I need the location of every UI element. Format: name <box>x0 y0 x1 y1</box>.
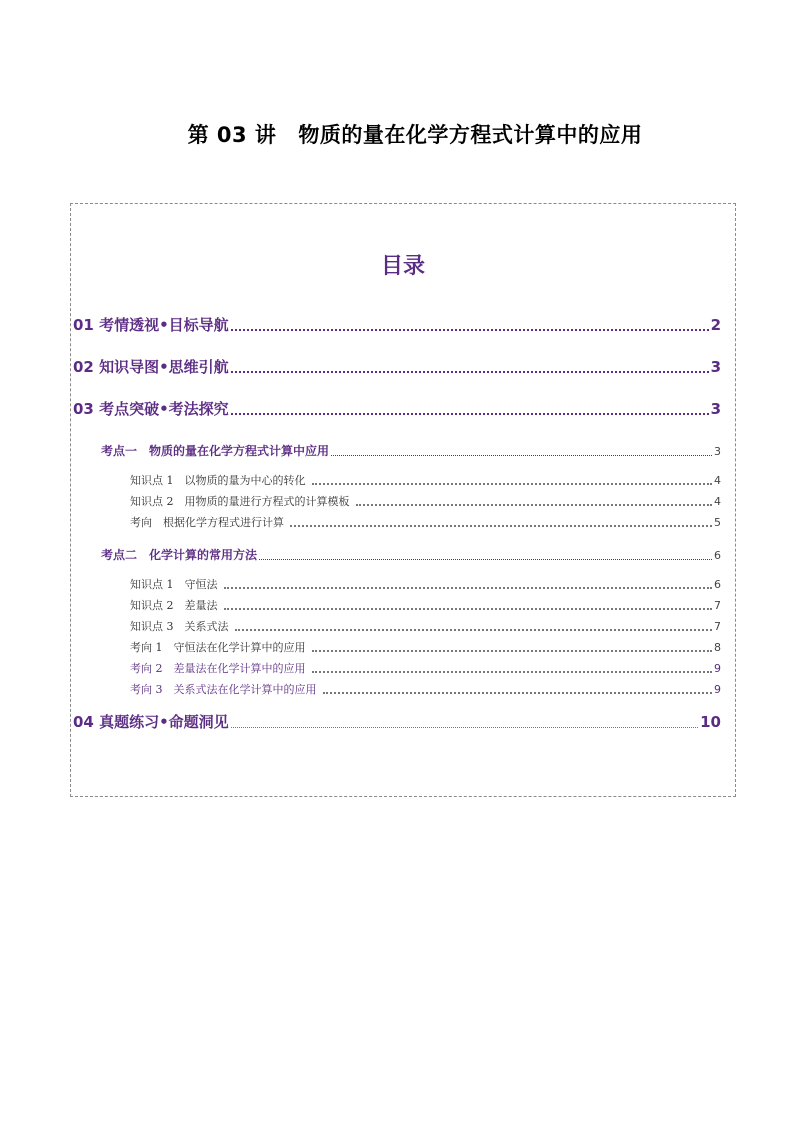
toc-point-2[interactable] <box>101 546 721 563</box>
toc-item-label: 考向 1 守恒法在化学计算中的应用 <box>130 641 306 654</box>
dot-leader <box>356 504 713 506</box>
page-title <box>0 119 794 149</box>
dot-leader <box>290 525 712 527</box>
toc-item-label: 考向 3 关系式法在化学计算中的应用 <box>130 683 317 696</box>
toc-page-number: 3 <box>710 358 721 376</box>
toc-page-number: 6 <box>714 549 721 562</box>
toc-item[interactable] <box>130 514 721 530</box>
dot-leader <box>231 329 709 331</box>
toc-item-label: 知识点 2 用物质的量进行方程式的计算模板 <box>130 495 350 508</box>
dot-leader <box>312 671 713 673</box>
toc-item[interactable] <box>130 639 721 655</box>
toc-page-number: 3 <box>714 445 721 458</box>
toc-item-label: 考向 2 差量法在化学计算中的应用 <box>130 662 306 675</box>
dot-leader <box>231 413 709 415</box>
dot-leader <box>224 587 713 589</box>
toc-page-number: 4 <box>714 495 721 508</box>
toc-page-number: 7 <box>714 599 721 612</box>
toc-item[interactable] <box>130 681 721 697</box>
toc-page-number: 10 <box>700 713 721 731</box>
toc-item-label: 知识点 1 守恒法 <box>130 578 218 591</box>
toc-section-04[interactable] <box>73 711 721 732</box>
toc-box <box>70 203 736 797</box>
toc-page-number: 5 <box>714 516 721 529</box>
lecture-number: 第 03 讲 <box>187 123 277 147</box>
toc-page-number: 4 <box>714 474 721 487</box>
toc-item-label: 知识点 3 关系式法 <box>130 620 229 633</box>
toc-item-label: 知识点 2 差量法 <box>130 599 218 612</box>
toc-section-label: 04 真题练习•命题洞见 <box>73 713 229 731</box>
toc-section-01[interactable] <box>73 314 721 335</box>
toc-item[interactable] <box>130 493 721 509</box>
dot-leader <box>231 727 698 728</box>
toc-point-label: 考点二 化学计算的常用方法 <box>101 548 258 562</box>
lecture-title: 物质的量在化学方程式计算中的应用 <box>298 123 643 147</box>
toc-heading: 目录 <box>380 254 425 279</box>
toc-point-label: 考点一 物质的量在化学方程式计算中应用 <box>101 444 330 458</box>
dot-leader <box>235 629 713 631</box>
toc-page-number: 2 <box>710 316 721 334</box>
toc-section-02[interactable] <box>73 356 721 377</box>
toc-page-number: 7 <box>714 620 721 633</box>
toc-item-label: 考向 根据化学方程式进行计算 <box>130 516 284 529</box>
toc-page-number: 9 <box>714 662 721 675</box>
dot-leader <box>231 371 709 373</box>
toc-page-number: 9 <box>714 683 721 696</box>
dot-leader <box>224 608 713 610</box>
dot-leader <box>312 483 713 485</box>
dot-leader <box>323 692 713 694</box>
toc-section-label: 02 知识导图•思维引航 <box>73 358 229 376</box>
toc-item[interactable] <box>130 472 721 488</box>
dot-leader <box>312 650 713 652</box>
toc-section-03[interactable] <box>73 398 721 419</box>
toc-item[interactable] <box>130 597 721 613</box>
dot-leader <box>331 455 712 456</box>
toc-page-number: 8 <box>714 641 721 654</box>
toc-item-label: 知识点 1 以物质的量为中心的转化 <box>130 474 306 487</box>
toc-item[interactable] <box>130 660 721 676</box>
dot-leader <box>259 559 712 560</box>
toc-section-label: 01 考情透视•目标导航 <box>73 316 229 334</box>
toc-page-number: 6 <box>714 578 721 591</box>
toc-point-1[interactable] <box>101 442 721 459</box>
toc-item[interactable] <box>130 618 721 634</box>
toc-item[interactable] <box>130 576 721 592</box>
toc-page-number: 3 <box>710 400 721 418</box>
toc-section-label: 03 考点突破•考法探究 <box>73 400 229 418</box>
